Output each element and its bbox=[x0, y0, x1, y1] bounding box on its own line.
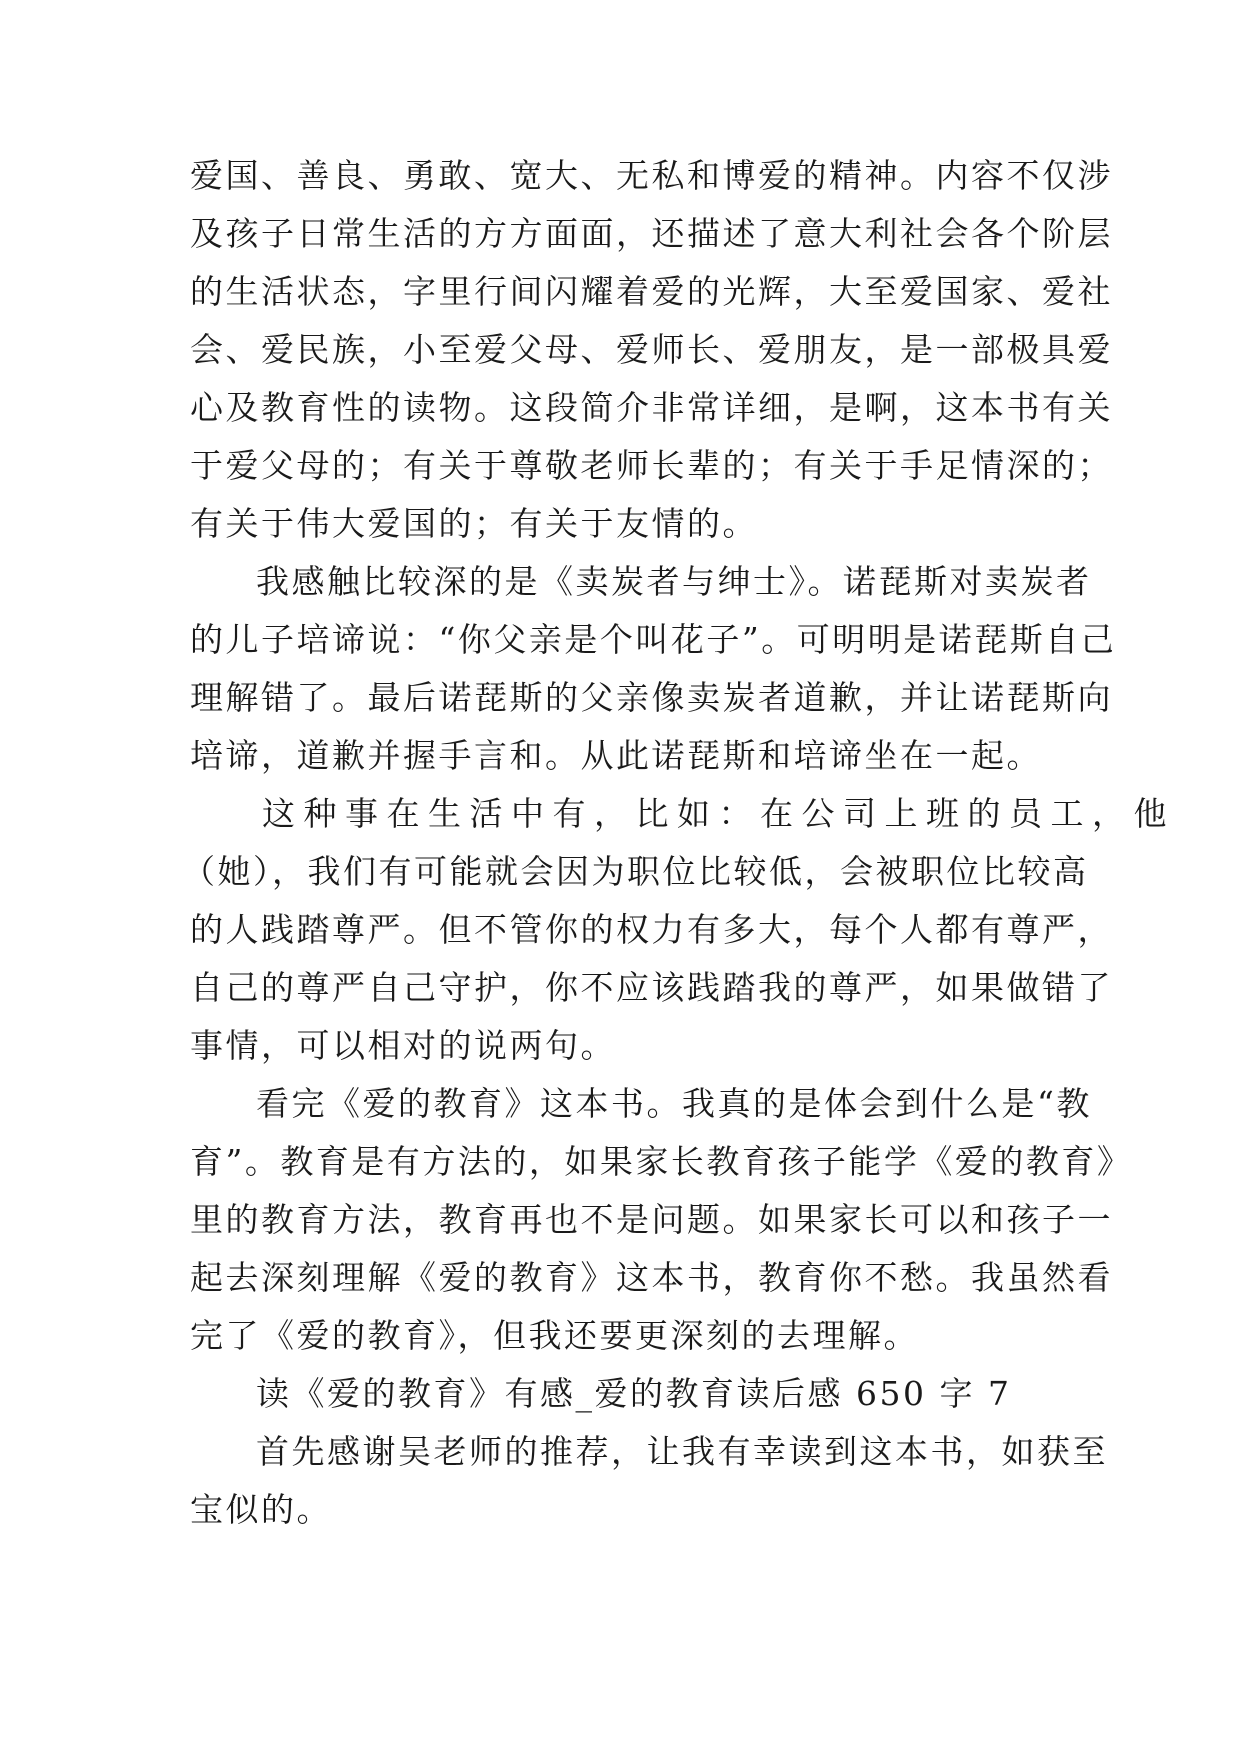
section-heading: 读《爱的教育》有感_爱的教育读后感 650 字 7 bbox=[256, 1374, 1012, 1413]
text-line: 的人践踏尊严。但不管你的权力有多大，每个人都有尊严， bbox=[190, 910, 1113, 949]
text-line: 于爱父母的；有关于尊敬老师长辈的；有关于手足情深的； bbox=[190, 446, 1113, 485]
text-line: 的儿子培谛说：“你父亲是个叫花子”。可明明是诺琵斯自己 bbox=[190, 620, 1117, 659]
text-line: 心及教育性的读物。这段简介非常详细，是啊，这本书有关 bbox=[190, 388, 1113, 427]
text-line: 里的教育方法，教育再也不是问题。如果家长可以和孩子一 bbox=[190, 1200, 1113, 1239]
text-line: 我感触比较深的是《卖炭者与绅士》。诺琵斯对卖炭者 bbox=[256, 562, 1092, 601]
text-line: 理解错了。最后诺琵斯的父亲像卖炭者道歉，并让诺琵斯向 bbox=[190, 678, 1113, 717]
text-line: （她），我们有可能就会因为职位比较低，会被职位比较高 bbox=[182, 852, 1089, 891]
text-line: 的生活状态，字里行间闪耀着爱的光辉，大至爱国家、爱社 bbox=[190, 272, 1113, 311]
text-line: 宝似的。 bbox=[190, 1490, 332, 1529]
text-line: 首先感谢吴老师的推荐，让我有幸读到这本书，如获至 bbox=[256, 1432, 1108, 1471]
text-line: 育”。教育是有方法的，如果家长教育孩子能学《爱的教育》 bbox=[190, 1142, 1133, 1181]
text-line: 看完《爱的教育》这本书。我真的是体会到什么是“教 bbox=[256, 1084, 1092, 1123]
text-line: 爱国、善良、勇敢、宽大、无私和博爱的精神。内容不仅涉 bbox=[190, 156, 1113, 195]
text-line: 自己的尊严自己守护，你不应该践踏我的尊严，如果做错了 bbox=[190, 968, 1113, 1007]
text-line: 培谛，道歉并握手言和。从此诺琵斯和培谛坐在一起。 bbox=[190, 736, 1042, 775]
text-line: 这种事在生活中有，比如：在公司上班的员工，他 bbox=[262, 794, 1175, 833]
text-line: 会、爱民族，小至爱父母、爱师长、爱朋友，是一部极具爱 bbox=[190, 330, 1113, 369]
text-line: 事情，可以相对的说两句。 bbox=[190, 1026, 616, 1065]
text-line: 及孩子日常生活的方方面面，还描述了意大利社会各个阶层 bbox=[190, 214, 1113, 253]
text-line: 有关于伟大爱国的；有关于友情的。 bbox=[190, 504, 758, 543]
text-line: 完了《爱的教育》，但我还要更深刻的去理解。 bbox=[190, 1316, 919, 1355]
text-line: 起去深刻理解《爱的教育》这本书，教育你不愁。我虽然看 bbox=[190, 1258, 1113, 1297]
